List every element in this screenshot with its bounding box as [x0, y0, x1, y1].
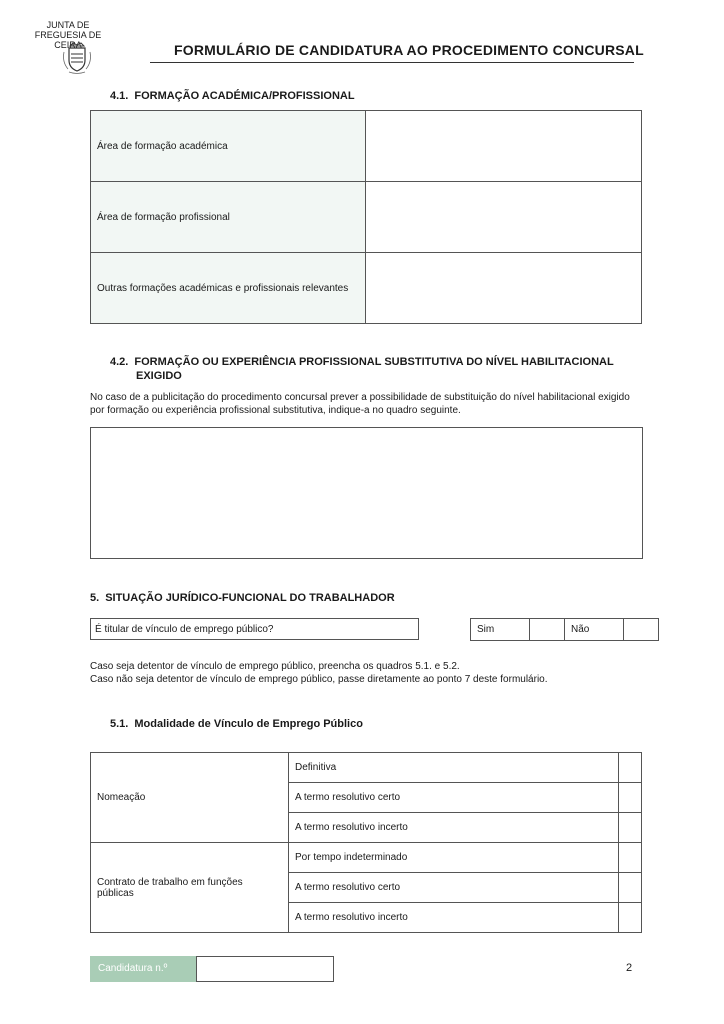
nomination-option-fixed-term-certain: A termo resolutivo certo [289, 783, 619, 813]
section-5-1-title: Modalidade de Vínculo de Emprego Público [134, 718, 363, 730]
contract-option-fixed-term-uncertain: A termo resolutivo incerto [289, 903, 619, 933]
candidatura-number-field[interactable] [196, 956, 334, 982]
page-number: 2 [626, 962, 633, 974]
candidatura-label: Candidatura n.º [90, 956, 196, 982]
no-label: Não [565, 619, 624, 641]
professional-area-field[interactable] [366, 182, 642, 253]
nomination-definitive-checkbox[interactable] [619, 753, 642, 783]
section-4-2-heading [110, 355, 640, 383]
contract-option-indefinite: Por tempo indeterminado [289, 843, 619, 873]
table-row [91, 253, 642, 324]
title-divider [150, 62, 634, 63]
section-4-2-instructions: No caso de a publicitação do procedimento concursal prever a possibilidade de substituição do nível habilitacional exigido por formação ou experiência profissional substitutiva, indique-a no quadro seguinte. [90, 392, 630, 416]
section-5-1-heading [110, 718, 363, 730]
organization-line-2: CEIRA [54, 40, 82, 50]
section-5-note-1: Caso seja detentor de vínculo de emprego público, preencha os quadros 5.1. e 5.2. [90, 661, 460, 672]
coat-of-arms-icon [58, 42, 96, 74]
organization-line-1: JUNTA DE FREGUESIA DE [34, 20, 102, 40]
nomination-fixed-term-uncertain-checkbox[interactable] [619, 813, 642, 843]
section-4-1-number: 4.1. [110, 90, 129, 102]
section-5-1-number: 5.1. [110, 718, 129, 730]
no-checkbox[interactable] [624, 619, 659, 641]
section-5-notes [90, 660, 640, 686]
nomination-label: Nomeação [91, 753, 289, 843]
contract-indefinite-checkbox[interactable] [619, 843, 642, 873]
section-5-title: SITUAÇÃO JURÍDICO-FUNCIONAL DO TRABALHADOR [105, 592, 395, 604]
other-training-field[interactable] [366, 253, 642, 324]
other-training-label: Outras formações académicas e profissionais relevantes [91, 253, 366, 324]
document-title: FORMULÁRIO DE CANDIDATURA AO PROCEDIMENTO CONCURSAL [174, 42, 644, 58]
contract-option-fixed-term-certain: A termo resolutivo certo [289, 873, 619, 903]
section-4-1-heading [110, 90, 355, 102]
section-4-1-title: FORMAÇÃO ACADÉMICA/PROFISSIONAL [134, 90, 355, 102]
table-row [91, 753, 642, 783]
section-4-2-title: FORMAÇÃO OU EXPERIÊNCIA PROFISSIONAL SUBSTITUTIVA DO NÍVEL HABILITACIONAL EXIGIDO [134, 356, 614, 382]
yes-no-options [470, 618, 659, 641]
yes-label: Sim [471, 619, 530, 641]
contract-label: Contrato de trabalho em funções públicas [91, 843, 289, 933]
employment-type-table [90, 752, 642, 933]
section-5-heading [90, 592, 395, 604]
table-row [91, 111, 642, 182]
substitute-experience-field[interactable] [90, 427, 643, 559]
table-row [91, 182, 642, 253]
academic-area-label: Área de formação académica [91, 111, 366, 182]
contract-fixed-term-certain-checkbox[interactable] [619, 873, 642, 903]
contract-fixed-term-uncertain-checkbox[interactable] [619, 903, 642, 933]
nomination-fixed-term-certain-checkbox[interactable] [619, 783, 642, 813]
public-employment-question: É titular de vínculo de emprego público? [90, 618, 419, 640]
section-5-number: 5. [90, 592, 100, 604]
academic-area-field[interactable] [366, 111, 642, 182]
academic-training-table [90, 110, 642, 324]
section-4-2-number: 4.2. [110, 356, 129, 368]
nomination-option-definitive: Definitiva [289, 753, 619, 783]
yes-checkbox[interactable] [530, 619, 565, 641]
nomination-option-fixed-term-uncertain: A termo resolutivo incerto [289, 813, 619, 843]
section-5-note-2: Caso não seja detentor de vínculo de emprego público, passe diretamente ao ponto 7 deste formulário. [90, 674, 548, 685]
professional-area-label: Área de formação profissional [91, 182, 366, 253]
table-row [91, 843, 642, 873]
